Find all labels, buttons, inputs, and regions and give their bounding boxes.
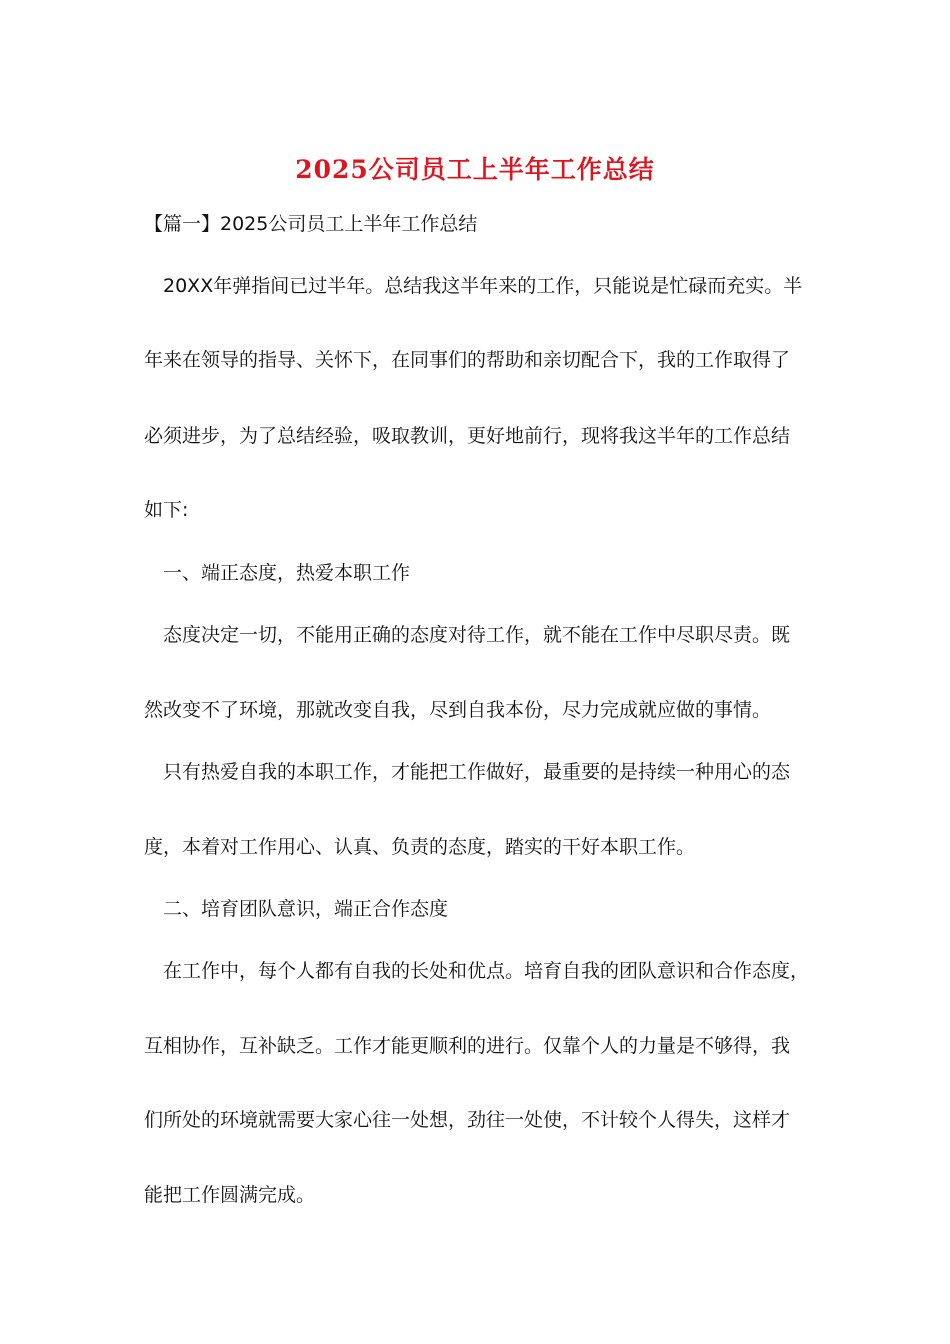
heading-section-two: 二、培育团队意识，端正合作态度: [163, 898, 449, 920]
section-heading-part-one: 【篇一】2025公司员工上半年工作总结: [144, 213, 478, 235]
paragraph-intro-line-2: 年来在领导的指导、关怀下，在同事们的帮助和亲切配合下，我的工作取得了: [144, 349, 791, 371]
paragraph-intro-line-4: 如下:: [144, 499, 189, 521]
paragraph-team-line-2: 互相协作，互补缺乏。工作才能更顺利的进行。仅靠个人的力量是不够得，我: [144, 1035, 791, 1057]
paragraph-love-work-line-1: 只有热爱自我的本职工作，才能把工作做好，最重要的是持续一种用心的态: [163, 761, 791, 783]
paragraph-team-line-4: 能把工作圆满完成。: [144, 1184, 316, 1206]
paragraph-love-work-line-2: 度，本着对工作用心、认真、负责的态度，踏实的干好本职工作。: [144, 836, 696, 858]
paragraph-intro-line-3: 必须进步，为了总结经验，吸取教训，更好地前行，现将我这半年的工作总结: [144, 425, 791, 447]
paragraph-attitude-line-2: 然改变不了环境，那就改变自我，尽到自我本份，尽力完成就应做的事情。: [144, 699, 772, 721]
document-title: 2025公司员工上半年工作总结: [295, 155, 655, 184]
paragraph-team-line-3: 们所处的环境就需要大家心往一处想，劲往一处使，不计较个人得失，这样才: [144, 1109, 791, 1131]
paragraph-intro-line-1: 20XX年弹指间已过半年。总结我这半年来的工作，只能说是忙碌而充实。半: [163, 275, 803, 297]
heading-section-one: 一、端正态度，热爱本职工作: [163, 562, 411, 584]
paragraph-attitude-line-1: 态度决定一切，不能用正确的态度对待工作，就不能在工作中尽职尽责。既: [163, 624, 791, 646]
paragraph-team-line-1: 在工作中，每个人都有自我的长处和优点。培育自我的团队意识和合作态度，: [163, 960, 810, 982]
